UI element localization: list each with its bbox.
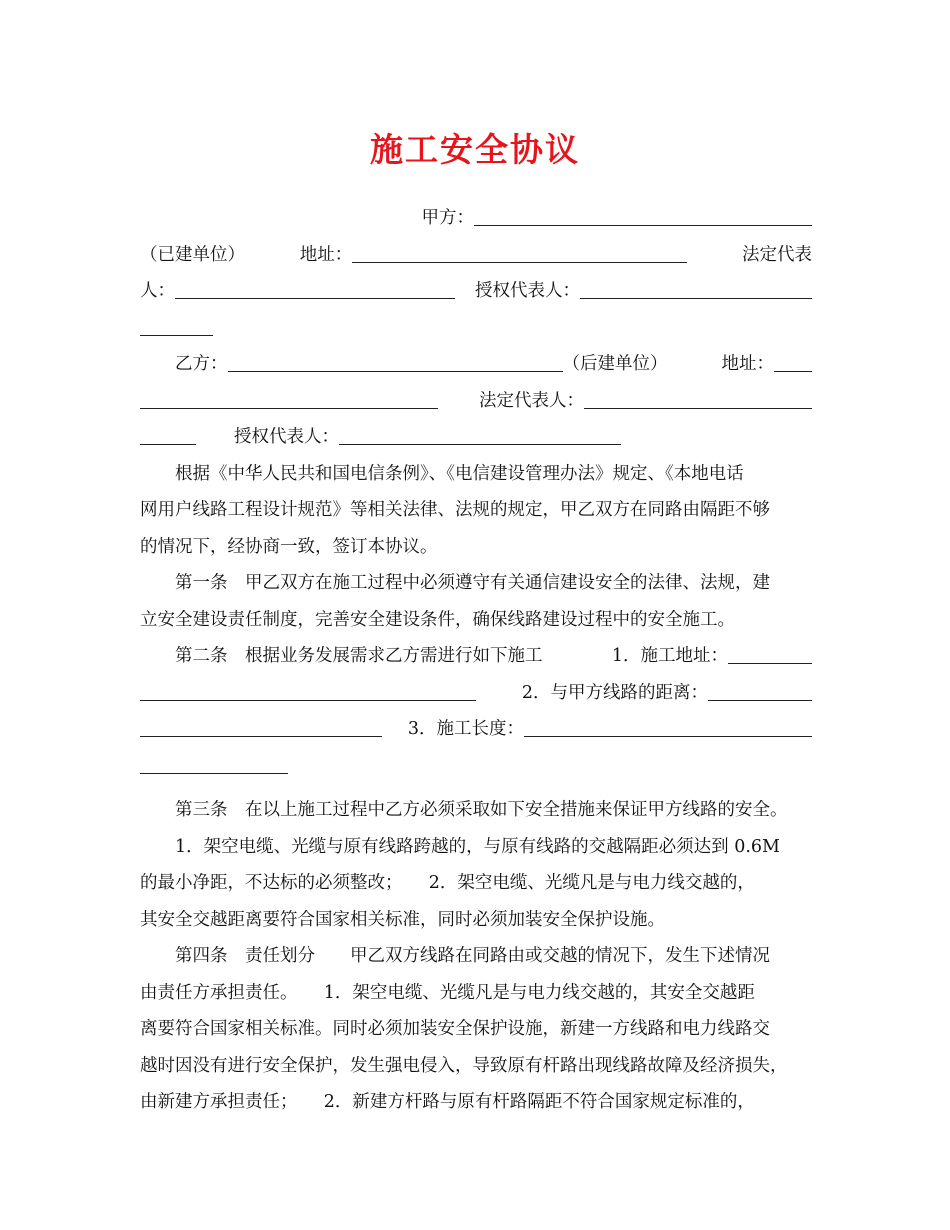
preamble-text: 的情况下，经协商一致，签订本协议。 — [140, 536, 438, 557]
party-b-address-blank-cont[interactable] — [140, 407, 438, 409]
party-a-label: 甲方： — [421, 208, 474, 228]
article1-text: 立安全建设责任制度，完善安全建设条件，确保线路建设过程中的安全施工。 — [140, 609, 735, 630]
article3-line — [140, 865, 812, 902]
party-a-rep-overflow — [140, 310, 812, 347]
party-a-legal-rep-label-cont: 人： — [140, 281, 175, 301]
article4-line — [140, 1048, 812, 1085]
party-a-auth-rep-label: 授权代表人： — [475, 281, 580, 301]
party-a-auth-rep-blank-cont[interactable] — [140, 334, 213, 336]
preamble-text: 网用户线路工程设计规范》等相关法律、法规的规定，甲乙双方在同路由隔距不够 — [140, 500, 770, 520]
party-a-legal-rep-label: 法定代表 — [742, 244, 812, 265]
party-a-address-blank[interactable] — [352, 261, 687, 263]
article2-line — [140, 711, 812, 748]
party-b-unit-note: （后建单位） — [562, 354, 668, 374]
article3-line — [140, 902, 812, 939]
article1-line — [140, 602, 812, 639]
article2-item3-blank-cont[interactable] — [140, 772, 288, 774]
article3-line — [140, 829, 812, 866]
article2-line — [140, 748, 812, 785]
article2-item3-label: 3．施工长度： — [407, 719, 524, 739]
article1-line — [140, 565, 812, 602]
party-b-rep-line — [140, 419, 812, 456]
article3-heading: 第三条 在以上施工过程中乙方必须采取如下安全措施来保证甲方线路的安全。 — [175, 800, 788, 820]
article3-text: 1．架空电缆、光缆与原有线路跨越的，与原有线路的交越隔距必须达到 0.6M — [175, 836, 780, 857]
party-a-unit-note: （已建单位） — [140, 244, 245, 265]
article2-item1-label: 1．施工地址： — [611, 646, 728, 666]
party-a-address-line — [140, 237, 812, 274]
article3-line — [140, 792, 812, 829]
party-b-blank[interactable] — [228, 370, 563, 372]
article3-text: 其安全交越距离要符合国家相关标准，同时必须加装安全保护设施。 — [140, 909, 665, 930]
preamble-line — [140, 529, 812, 566]
article2-line — [140, 638, 812, 675]
document-title: 施工安全协议 — [370, 130, 580, 169]
preamble-text: 根据《中华人民共和国电信条例》、《电信建设管理办法》规定、《本地电话 — [175, 463, 744, 484]
party-a-blank[interactable] — [474, 224, 812, 226]
party-a-address-label: 地址： — [299, 244, 353, 265]
article3-text: 的最小净距，不达标的必须整改； 2．架空电缆、光缆凡是与电力线交越的， — [140, 873, 755, 893]
party-b-label: 乙方： — [175, 354, 228, 374]
article2-item2-blank[interactable] — [708, 699, 812, 701]
party-b-address-label: 地址： — [721, 354, 774, 374]
party-b-legal-rep-label: 法定代表人： — [479, 390, 584, 411]
article2-item2-label: 2．与甲方线路的距离： — [521, 682, 708, 703]
party-b-auth-rep-blank[interactable] — [339, 443, 621, 445]
preamble-line — [140, 456, 812, 493]
article4-text: 离要符合国家相关标准。同时必须加装安全保护设施，新建一方线路和电力线路交 — [140, 1019, 770, 1039]
article4-text: 越时因没有进行安全保护，发生强电侵入，导致原有杆路出现线路故障及经济损失， — [140, 1055, 788, 1076]
party-a-rep-line — [140, 273, 812, 310]
article1-text: 第一条 甲乙双方在施工过程中必须遵守有关通信建设安全的法律、法规，建 — [175, 573, 770, 593]
article2-heading: 第二条 根据业务发展需求乙方需进行如下施工 — [175, 646, 543, 666]
party-b-address-line — [140, 383, 812, 420]
article4-line — [140, 975, 812, 1012]
document-body — [140, 200, 812, 1121]
party-a-auth-rep-blank[interactable] — [580, 297, 812, 299]
party-b-legal-rep-blank[interactable] — [584, 407, 812, 409]
article2-line — [140, 675, 812, 712]
article2-item1-blank-cont[interactable] — [140, 699, 476, 701]
party-b-line — [140, 346, 812, 383]
party-b-auth-rep-label: 授权代表人： — [234, 427, 339, 447]
party-b-address-blank[interactable] — [774, 370, 812, 372]
article4-line — [140, 938, 812, 975]
article2-item2-blank-cont[interactable] — [140, 735, 382, 737]
article4-text: 由新建方承担责任； 2．新建方杆路与原有杆路隔距不符合国家规定标准的， — [140, 1092, 755, 1112]
article4-line — [140, 1084, 812, 1121]
article2-item3-blank[interactable] — [524, 735, 812, 737]
article4-text: 由责任方承担责任。 1．架空电缆、光缆凡是与电力线交越的，其安全交越距 — [140, 982, 755, 1003]
party-a-line — [140, 200, 812, 237]
article4-text: 第四条 责任划分 甲乙双方线路在同路由或交越的情况下，发生下述情况 — [175, 946, 770, 966]
party-b-legal-rep-blank-cont[interactable] — [140, 443, 196, 445]
preamble-line — [140, 492, 812, 529]
article2-item1-blank[interactable] — [728, 662, 812, 664]
article4-line — [140, 1011, 812, 1048]
party-a-legal-rep-blank[interactable] — [175, 297, 455, 299]
